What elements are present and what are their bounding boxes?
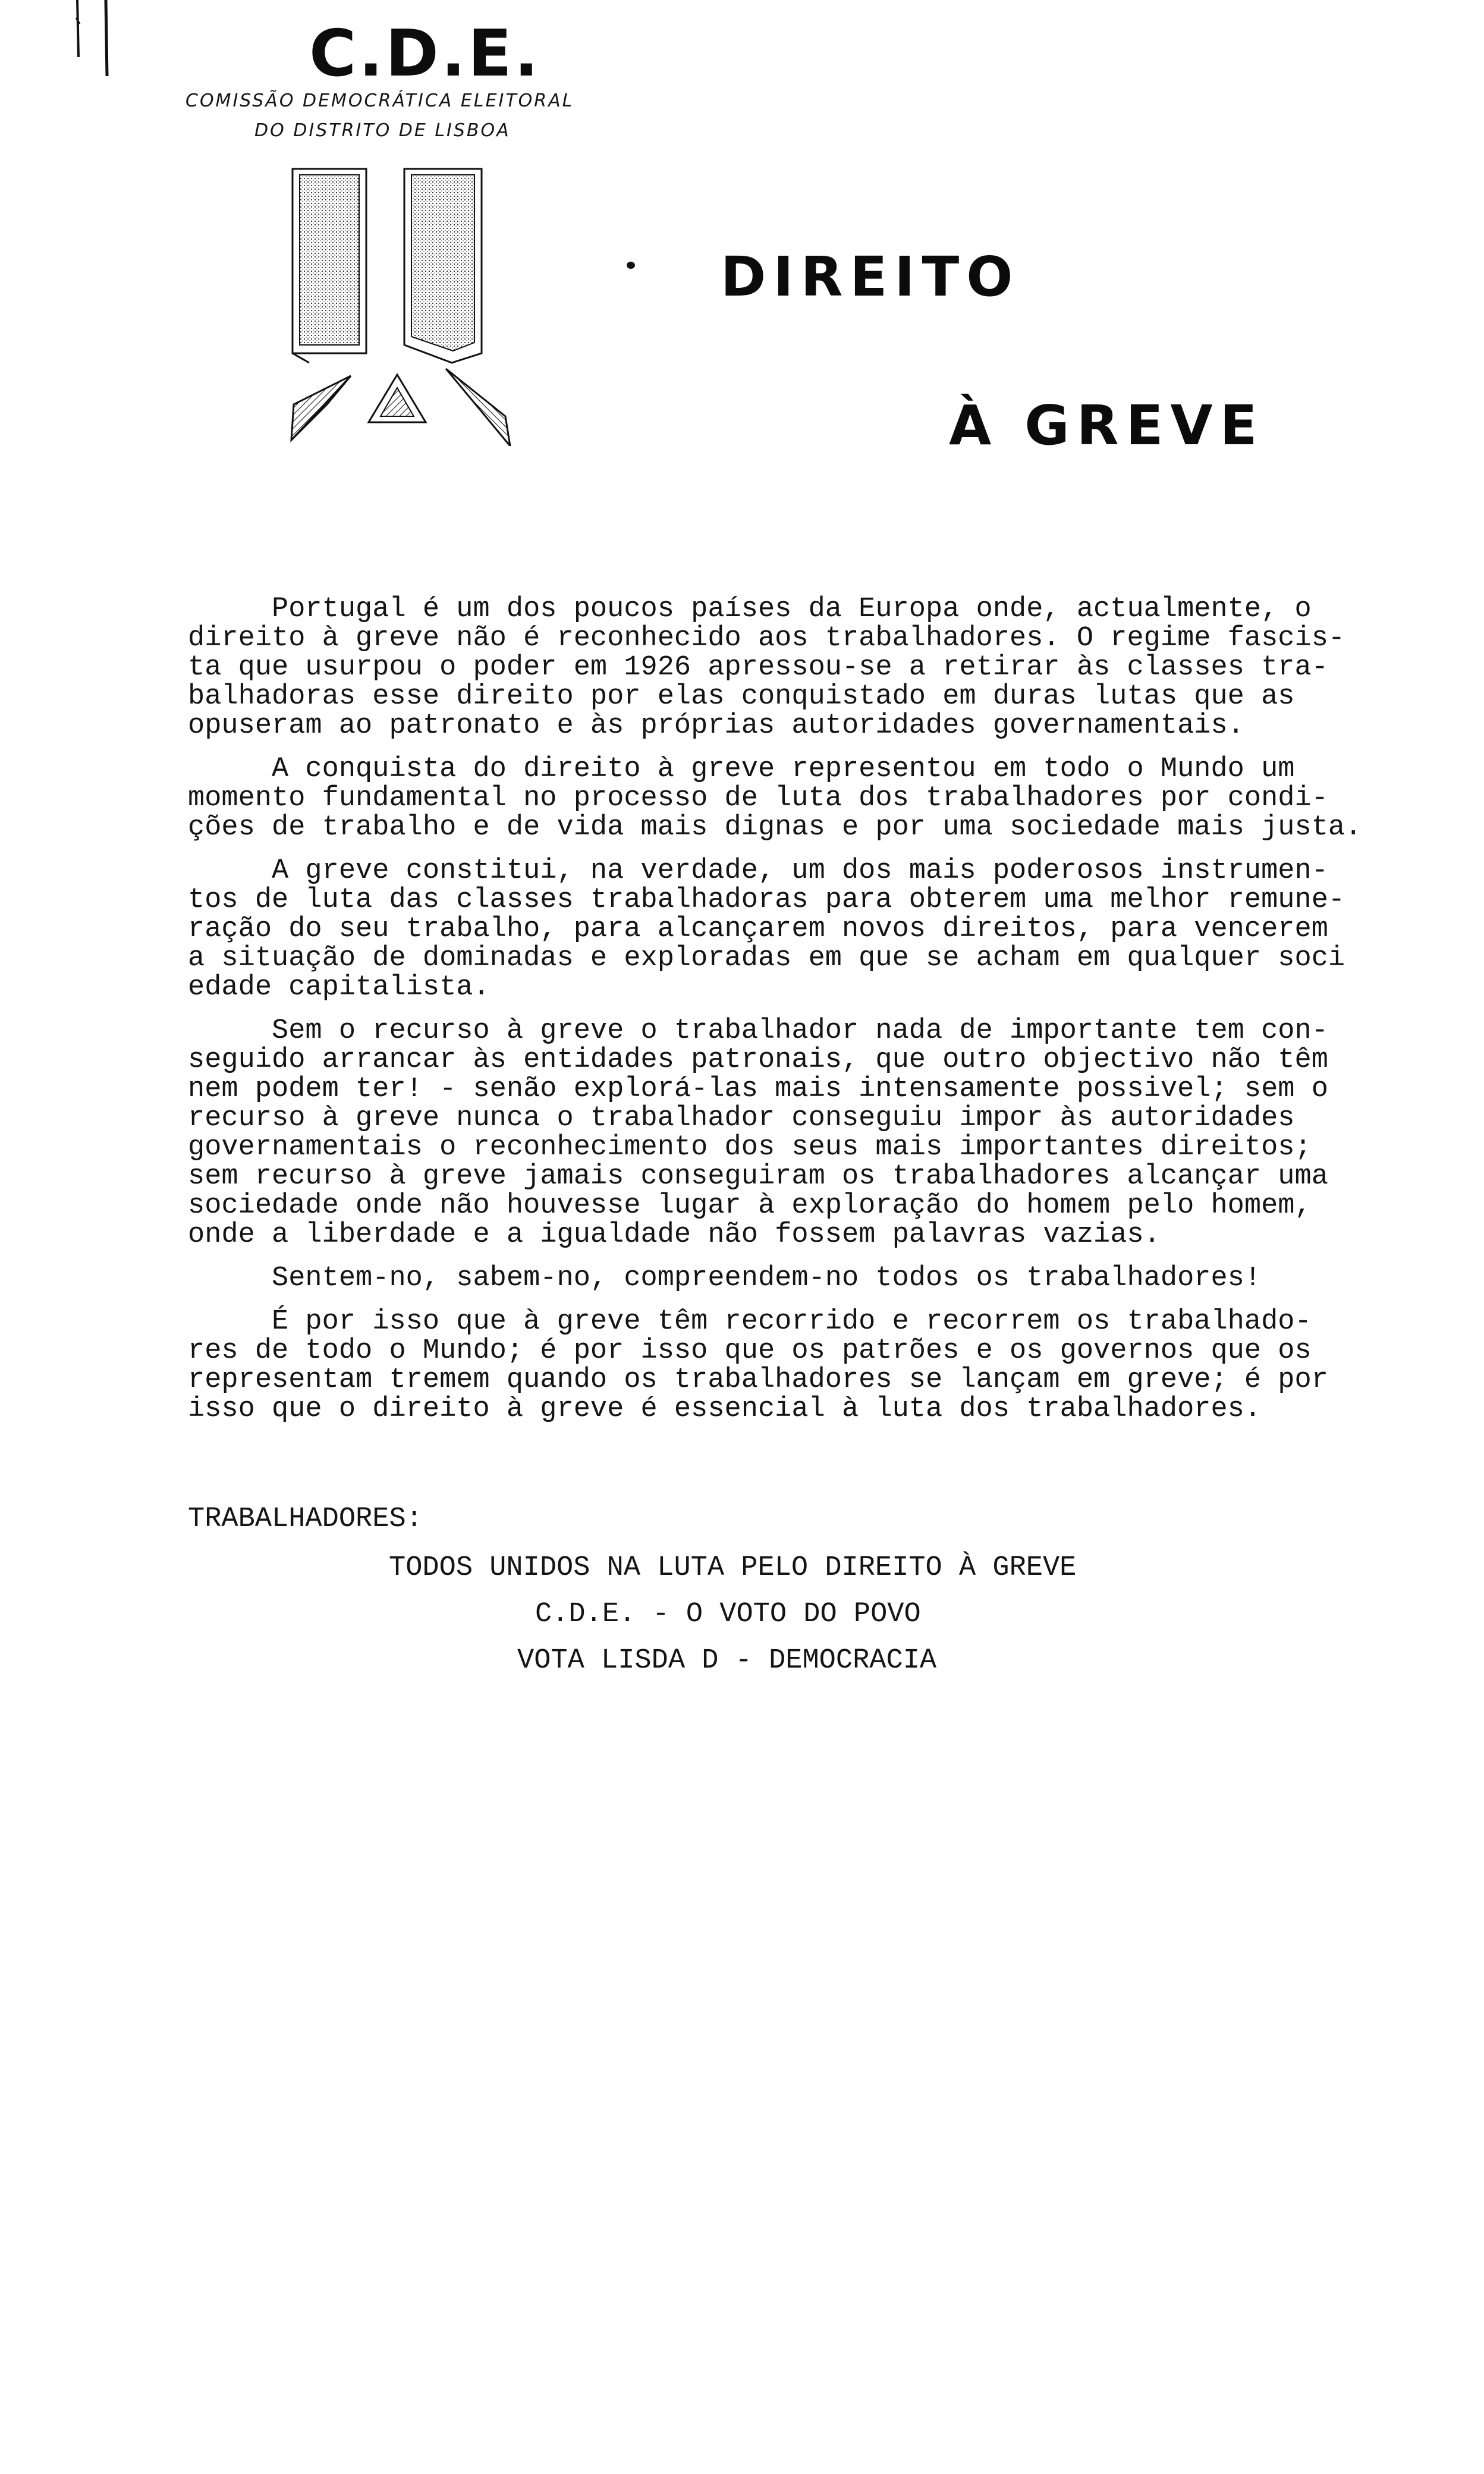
paragraph-line: direito à greve não é reconhecido aos trabalhadores. O regime fascis- bbox=[188, 623, 1345, 654]
paragraph-line: seguido arrancar às entidades patronais, que outro objectivo não têm bbox=[188, 1044, 1328, 1076]
paragraph-line: isso que o direito à greve é essencial à luta dos trabalhadores. bbox=[188, 1393, 1262, 1425]
paragraph-line: ração do seu trabalho, para alcançarem novos direitos, para vencerem bbox=[188, 913, 1328, 945]
closing-address: TRABALHADORES: bbox=[188, 1503, 423, 1535]
slogan-1: TODOS UNIDOS NA LUTA PELO DIREITO À GREVE bbox=[389, 1552, 1077, 1584]
paragraph-line: Portugal é um dos poucos países da Europa onde, actualmente, o bbox=[188, 594, 1312, 625]
paragraph-line: res de todo o Mundo; é por isso que os patrões e os governos que os bbox=[188, 1335, 1312, 1367]
paragraph-line: representam tremem quando os trabalhadores se lançam em greve; é por bbox=[188, 1364, 1328, 1396]
cde-emblem-icon bbox=[285, 167, 523, 446]
slogan-3: VOTA LISDA D - DEMOCRACIA bbox=[517, 1645, 937, 1676]
body-text bbox=[188, 595, 1460, 1438]
title-line-1: DIREITO bbox=[721, 245, 1020, 309]
paragraph-line: governamentais o reconhecimento dos seus mais importantes direitos; bbox=[188, 1132, 1312, 1163]
handwritten-marks-icon bbox=[70, 0, 124, 77]
org-name-line-1: COMISSÃO DEMOCRÁTICA ELEITORAL bbox=[186, 90, 574, 111]
paragraph-line: a situação de dominadas e exploradas em que se acham em qualquer soci bbox=[188, 943, 1345, 974]
paragraph bbox=[188, 595, 1460, 740]
paragraph-line: A greve constitui, na verdade, um dos mais poderosos instrumen- bbox=[188, 855, 1328, 887]
paragraph bbox=[188, 856, 1460, 1002]
title-line-2: À GREVE bbox=[949, 394, 1265, 457]
paragraph-line: sem recurso à greve jamais conseguiram os trabalhadores alcançar uma bbox=[188, 1161, 1328, 1192]
paragraph-line: A conquista do direito à greve representou em todo o Mundo um bbox=[188, 753, 1295, 785]
paragraph-line: edade capitalista. bbox=[188, 972, 490, 1003]
paragraph bbox=[188, 755, 1460, 842]
paragraph-line: balhadoras esse direito por elas conquistado em duras lutas que as bbox=[188, 681, 1295, 712]
paragraph-line: nem podem ter! - senão explorá-las mais intensamente possivel; sem o bbox=[188, 1073, 1328, 1105]
org-name-line-2: DO DISTRITO DE LISBOA bbox=[254, 120, 511, 141]
ink-speck bbox=[627, 262, 635, 269]
paragraph-line: sociedade onde não houvesse lugar à exploração do homem pelo homem, bbox=[188, 1190, 1312, 1222]
paragraph bbox=[188, 1264, 1460, 1293]
paragraph-line: opuseram ao patronato e às próprias autoridades governamentais. bbox=[188, 710, 1244, 742]
org-abbreviation: C.D.E. bbox=[309, 17, 541, 91]
paragraph-line: momento fundamental no processo de luta dos trabalhadores por condi- bbox=[188, 783, 1328, 814]
paragraph-line: ta que usurpou o poder em 1926 apressou-se a retirar às classes tra- bbox=[188, 652, 1328, 683]
paragraph bbox=[188, 1307, 1460, 1424]
paragraph-line: onde a liberdade e a igualdade não fossem palavras vazias. bbox=[188, 1219, 1161, 1251]
paragraph-line: É por isso que à greve têm recorrido e recorrem os trabalhado- bbox=[188, 1306, 1312, 1338]
paragraph-line: recurso à greve nunca o trabalhador conseguiu impor às autoridades bbox=[188, 1103, 1295, 1134]
paragraph-line: ções de trabalho e de vida mais dignas e por uma sociedade mais justa. bbox=[188, 812, 1362, 843]
paragraph-line: Sem o recurso à greve o trabalhador nada de importante tem con- bbox=[188, 1015, 1328, 1047]
paragraph-line: Sentem-no, sabem-no, compreendem-no todos os trabalhadores! bbox=[188, 1263, 1262, 1294]
slogan-2: C.D.E. - O VOTO DO POVO bbox=[535, 1599, 921, 1630]
paragraph bbox=[188, 1016, 1460, 1249]
paragraph-line: tos de luta das classes trabalhadoras para obterem uma melhor remune- bbox=[188, 884, 1345, 916]
